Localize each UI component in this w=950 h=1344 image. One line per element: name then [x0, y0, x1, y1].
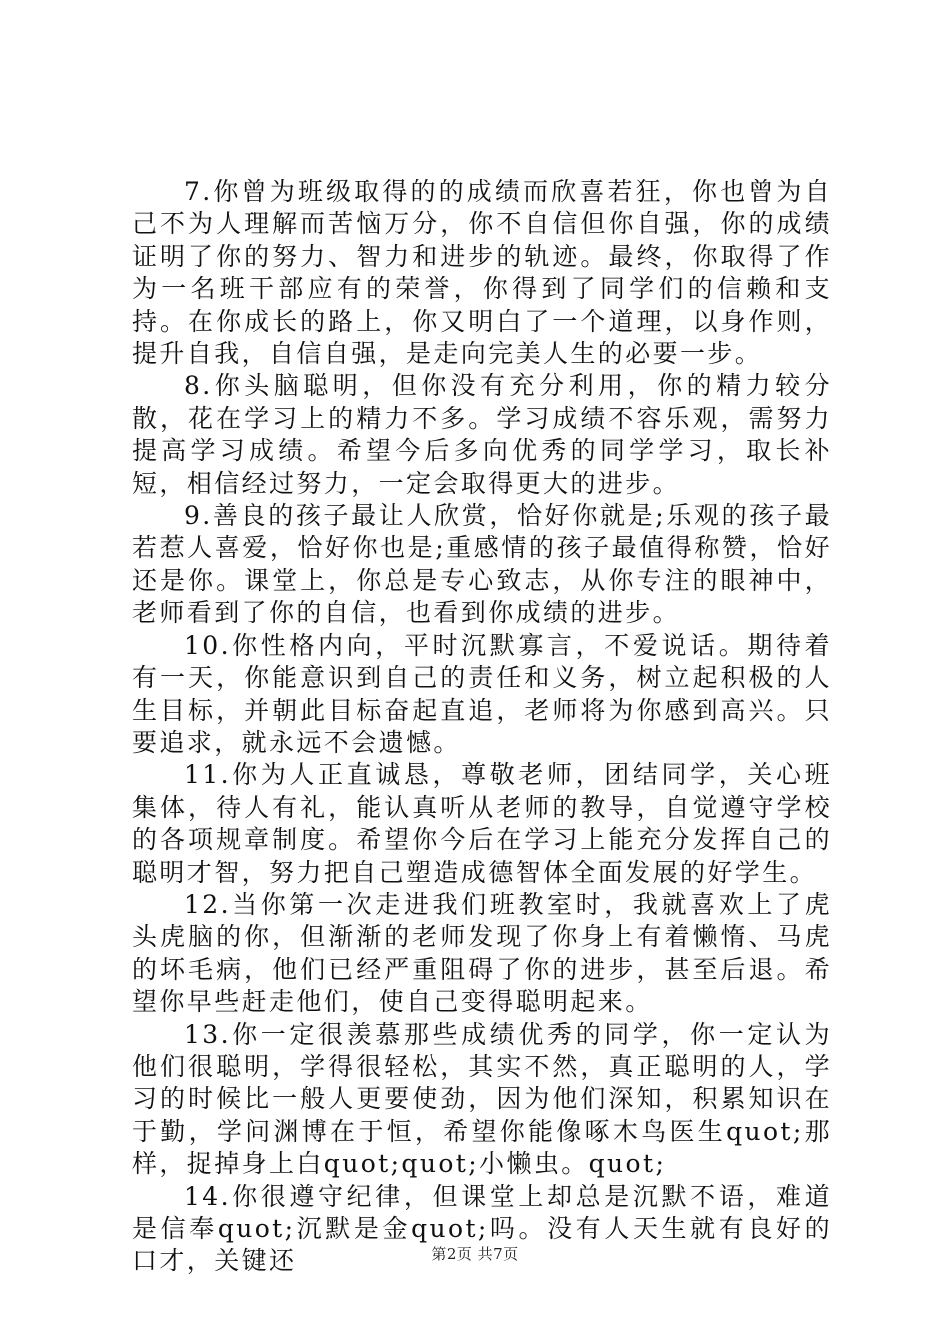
- paragraph-12: 12.当你第一次走进我们班教室时，我就喜欢上了虎头虎脑的你，但渐渐的老师发现了你身上有着懒惰、马虎的坏毛病，他们已经严重阻碍了你的进步，甚至后退。希望你早些赶走他们，使自己变得聪明起来。: [132, 889, 832, 1017]
- paragraph-7: 7.你曾为班级取得的的成绩而欣喜若狂，你也曾为自己不为人理解而苦恼万分，你不自信但你自强，你的成绩证明了你的努力、智力和进步的轨迹。最终，你取得了作为一名班干部应有的荣誉，你得到了同学们的信赖和支持。在你成长的路上，你又明白了一个道理，以身作则，提升自我，自信自强，是走向完美人生的必要一步。: [132, 177, 832, 369]
- paragraph-14: 14.你很遵守纪律，但课堂上却总是沉默不语，难道是信奉quot;沉默是金quot;吗。没有人天生就有良好的口才，关键还: [132, 1181, 832, 1276]
- page-number-label: 第2页 共7页: [431, 1245, 519, 1263]
- paragraph-11: 11.你为人正直诚恳，尊敬老师，团结同学，关心班集体，待人有礼，能认真听从老师的教导，自觉遵守学校的各项规章制度。希望你今后在学习上能充分发挥自己的聪明才智，努力把自己塑造成德智体全面发展的好学生。: [132, 760, 832, 887]
- page-footer: [0, 1244, 950, 1264]
- paragraph-9: 9.善良的孩子最让人欣赏，恰好你就是;乐观的孩子最若惹人喜爱，恰好你也是;重感情的孩子最值得称赞，恰好还是你。课堂上，你总是专心致志，从你专注的眼神中，老师看到了你的自信，也看到你成绩的进步。: [132, 501, 832, 628]
- paragraph-13: 13.你一定很羡慕那些成绩优秀的同学，你一定认为他们很聪明，学得很轻松，其实不然，真正聪明的人，学习的时候比一般人更要使劲，因为他们深知，积累知识在于勤，学问渊博在于恒，希望你能像啄木鸟医生quot;那样，捉掉身上白quot;quot;小懒虫。quot;: [132, 1019, 832, 1179]
- paragraph-8: 8.你头脑聪明，但你没有充分利用，你的精力较分散，花在学习上的精力不多。学习成绩不容乐观，需努力提高学习成绩。希望今后多向优秀的同学学习，取长补短，相信经过努力，一定会取得更大的进步。: [132, 371, 832, 498]
- paragraph-10: 10.你性格内向，平时沉默寡言，不爱说话。期待着有一天，你能意识到自己的责任和义务，树立起积极的人生目标，并朝此目标奋起直追，老师将为你感到高兴。只要追求，就永远不会遗憾。: [132, 630, 832, 757]
- document-body: [132, 176, 832, 1278]
